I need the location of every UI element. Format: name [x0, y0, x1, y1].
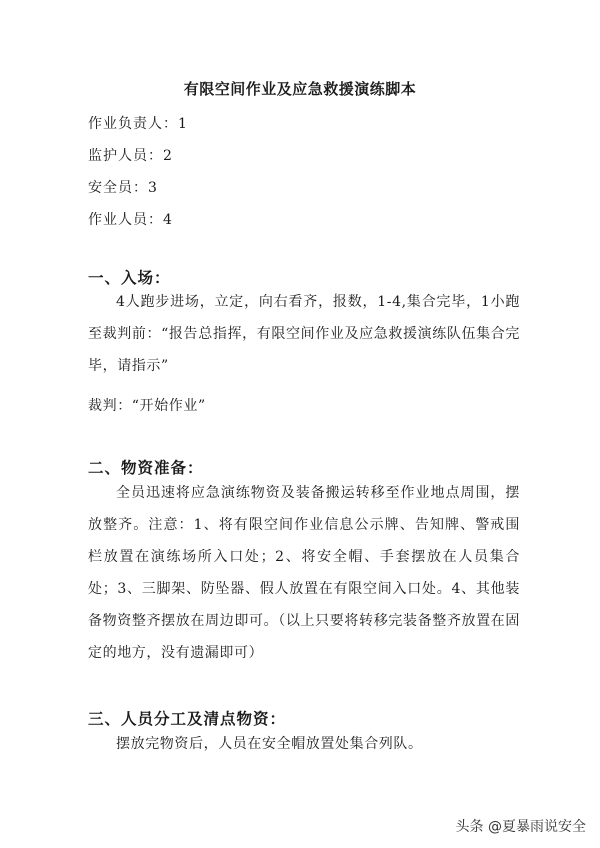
section-1-paragraph: 4人跑步进场，立定，向右看齐，报数，1-4,集合完毕，1小跑至裁判前：“报告总指挥，有限空间作业及应急救援演练队伍集合完毕，请指示”	[88, 294, 520, 374]
section-3-paragraph: 摆放完物资后，人员在安全帽放置处集合列队。	[116, 736, 423, 752]
role-supervisor: 监护人员：2	[88, 148, 173, 164]
section-3-heading: 三、人员分工及清点物资：	[88, 710, 287, 728]
role-leader: 作业负责人：1	[88, 116, 188, 132]
section-2-paragraph: 全员迅速将应急演练物资及装备搬运转移至作业地点周围，摆放整齐。注意：1、将有限空间作业信息公示牌、告知牌、警戒围栏放置在演练场所入口处；2、将安全帽、手套摆放在人员集合处；3、三脚架、防坠器、假人放置在有限空间入口处。4、其他装备物资整齐摆放在周边即可。（以上只要将转移完装备整齐放置在固定的地方，没有遗漏即可）	[88, 485, 520, 661]
role-safety-officer: 安全员：3	[88, 180, 158, 196]
section-2-heading: 二、物资准备：	[88, 459, 204, 477]
document-title: 有限空间作业及应急救援演练脚本	[183, 80, 417, 98]
watermark: 头条 @夏暴雨说安全	[455, 819, 586, 835]
section-1-heading: 一、入场：	[88, 269, 171, 287]
section-1-judge-line: 裁判：“开始作业”	[88, 398, 206, 414]
role-workers: 作业人员：4	[88, 212, 173, 228]
